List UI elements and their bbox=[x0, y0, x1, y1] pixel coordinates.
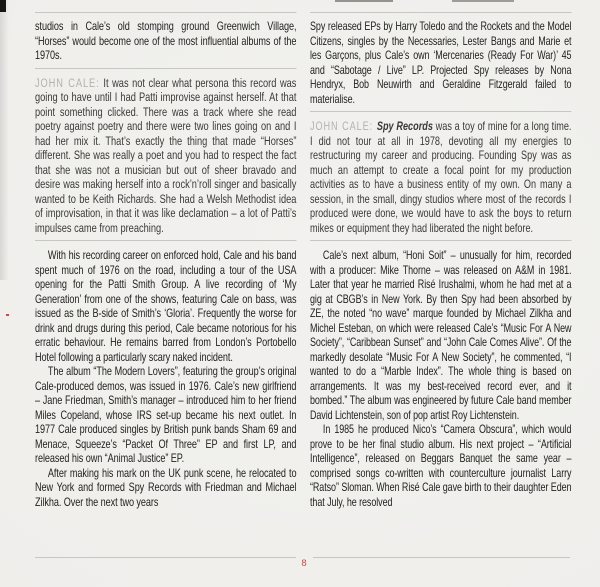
narrative-paragraph: The album “The Modern Lovers”, featuring the group’s original Cale-produced demos, was issued in 1976. Cale’s new girlfriend – Jane Friedman, Smith’s manager – introduced him to her friend Miles Copeland, whose IRS set-up became his next outlet. In 1977 Cale produced singles by British punk bands Sham 69 and Menace, Squeeze’s “Packet Of Three” EP and first LP, and released his own “Animal Justice” EP. bbox=[35, 364, 297, 465]
section-rule bbox=[310, 111, 571, 112]
narrative-paragraph: Cale’s next album, “Honi Soit” – unusually for him, recorded with a producer: Mike Thorne – was released on A&M in 1981. Later that year he married Risé Irushalmi, whom he had met at a gig at CBGB’s in New York. By then Spy had been absorbed by ZE, the noted “no wave” marque founded by Michael Zilkha and Michel Esteban, on which were released Cale’s “Music For A New Society”, “Caribbean Sunset” and “John Cale Comes Alive”. Of the markedly desolate “Music For A New Society”, he commented, “I wanted to do a “Marble Index”. The whole thing is based on arrangements. It was my best-received record ever, and it bombed.” The album was engineered by future Cale band member David Lichtenstein, son of pop artist Roy Lichtenstein. bbox=[310, 248, 572, 422]
scan-red-speck bbox=[6, 314, 9, 316]
left-column bbox=[35, 0, 296, 554]
top-rule-left bbox=[35, 12, 296, 13]
scan-left-edge-shade bbox=[0, 0, 9, 280]
footer-rule-left bbox=[35, 557, 296, 558]
narrative-paragraph: In 1985 he produced Nico’s “Camera Obscura”, which would prove to be her final studio album. His next project – “Artificial Intelligence”, released on Beggars Banquet the same year – comprised songs co-written with counterculture journalist Larry “Ratso” Sloman. When Risé Cale gave birth to their daughter Eden that July, he resolved bbox=[310, 422, 572, 509]
interview-text: It was not clear what persona this record was going to have until I had Patti improvise against herself. At that point something clicked. There was a track where she read poetry against poetry and there were two lines going on and I had her mix it. That’s exactly the thing that made “Horses” different. She was really a poet and you had to respect the fact that she was not a musician but out of sheer bravado and desire was making herself into a rock’n’roll singer and basically wanted to be Keith Richards. She had a Welsh Methodist idea of improvisation, in that it was like declamation – a lot of Patti’s impulses came from preaching. bbox=[35, 75, 297, 235]
narrative-paragraph: After making his mark on the UK punk scene, he relocated to New York and formed Spy Records with Friedman and Michael Zilkha. Over the next two years bbox=[35, 465, 297, 509]
right-column bbox=[310, 0, 571, 554]
page-number: 8 bbox=[301, 558, 307, 569]
interview-paragraph bbox=[310, 119, 571, 235]
footer-rule-right bbox=[313, 557, 570, 558]
section-rule bbox=[35, 240, 296, 241]
speaker-label: JOHN CALE: bbox=[35, 75, 100, 90]
record-label-title: Spy Records bbox=[376, 119, 433, 133]
interview-text: was a toy of mine for a long time. I did not tour at all in 1978, devoting all my energies to restructuring my career and producing. Founding Spy was as much an attempt to create a focal point for my production activities as to have a business entity of my own. On many a session, in the small, dingy studios where most of the records I produced were done, we would have to ask the boys to return mikes or equipment they had liberated the night before. bbox=[310, 119, 572, 235]
section-rule bbox=[35, 68, 296, 69]
speaker-label: JOHN CALE: bbox=[310, 119, 374, 133]
narrative-paragraph-continuation: studios in Cale’s old stomping ground Greenwich Village, “Horses” would become one of the most influential albums of the 1970s. bbox=[35, 19, 297, 62]
narrative-paragraph: With his recording career on enforced hold, Cale and his band spent much of 1976 on the road, including a tour of the USA opening for the Patti Smith Group. A live recording of ‘My Generation’ from one of the shows, featuring Cale on bass, was issued as the B-side of Smith’s ‘Gloria’. Frequently the worse for drink and drugs during this period, Cale became notorious for his erratic behaviour. He remains barred from London’s Portobello Hotel following a particularly scary naked incident. bbox=[35, 248, 297, 364]
top-rule-right bbox=[310, 12, 571, 13]
interview-paragraph bbox=[35, 76, 296, 236]
narrative-paragraph-continuation: Spy released EPs by Harry Toledo and the Rockets and the Model Citizens, singles by the Necessaries, Lester Bangs and Marie et les Garçons, plus Cale’s own ‘Mercenaries (Ready For War)’ 45 and “Sabotage / Live” LP. Projected Spy releases by Nona Hendryx, Bob Neuwirth and Geraldine Fitzgerald failed to materialise. bbox=[310, 19, 572, 106]
section-rule bbox=[310, 240, 571, 241]
